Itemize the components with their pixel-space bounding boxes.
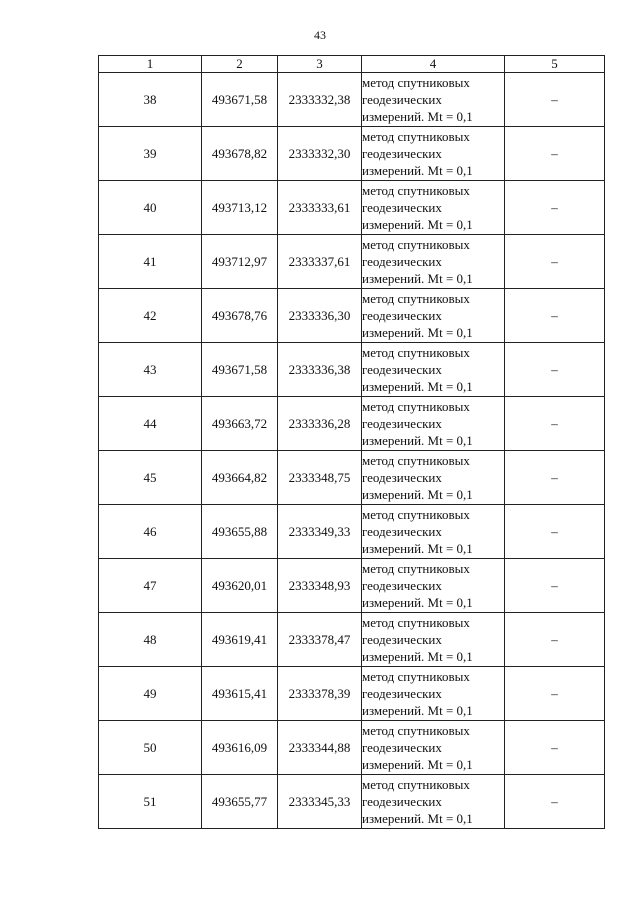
method-text-line: геодезических	[362, 254, 442, 269]
table-row	[99, 451, 605, 505]
notes-cell: –	[505, 775, 605, 829]
table-row	[99, 775, 605, 829]
column-header-notes: 5	[505, 56, 605, 73]
notes-cell: –	[505, 235, 605, 289]
method-text-line: метод спутниковых	[362, 507, 470, 522]
method-cell	[362, 235, 505, 289]
method-text-line: метод спутниковых	[362, 777, 470, 792]
method-text-line: геодезических	[362, 146, 442, 161]
y-coordinate-cell: 2333348,75	[278, 451, 362, 505]
method-text-line: метод спутниковых	[362, 669, 470, 684]
method-cell	[362, 613, 505, 667]
method-text-line: измерений. Mt = 0,1	[362, 811, 473, 826]
x-coordinate-cell: 493655,77	[202, 775, 278, 829]
notes-cell: –	[505, 721, 605, 775]
method-text-line: измерений. Mt = 0,1	[362, 649, 473, 664]
method-text-line: метод спутниковых	[362, 723, 470, 738]
method-cell	[362, 289, 505, 343]
method-text-line: измерений. Mt = 0,1	[362, 379, 473, 394]
y-coordinate-cell: 2333345,33	[278, 775, 362, 829]
table-row	[99, 73, 605, 127]
point-number-cell: 51	[99, 775, 202, 829]
point-number-cell: 43	[99, 343, 202, 397]
x-coordinate-cell: 493671,58	[202, 343, 278, 397]
notes-cell: –	[505, 181, 605, 235]
method-text-line: геодезических	[362, 524, 442, 539]
method-text-line: измерений. Mt = 0,1	[362, 703, 473, 718]
method-text-line: измерений. Mt = 0,1	[362, 757, 473, 772]
method-text-line: метод спутниковых	[362, 345, 470, 360]
method-text-line: геодезических	[362, 740, 442, 755]
x-coordinate-cell: 493620,01	[202, 559, 278, 613]
table-row	[99, 505, 605, 559]
y-coordinate-cell: 2333337,61	[278, 235, 362, 289]
point-number-cell: 49	[99, 667, 202, 721]
y-coordinate-cell: 2333378,47	[278, 613, 362, 667]
method-cell	[362, 73, 505, 127]
method-text-line: геодезических	[362, 92, 442, 107]
table-row	[99, 127, 605, 181]
point-number-cell: 41	[99, 235, 202, 289]
method-cell	[362, 505, 505, 559]
method-text-line: метод спутниковых	[362, 615, 470, 630]
notes-cell: –	[505, 667, 605, 721]
method-cell	[362, 181, 505, 235]
coordinates-table	[98, 55, 605, 829]
x-coordinate-cell: 493664,82	[202, 451, 278, 505]
method-text-line: измерений. Mt = 0,1	[362, 541, 473, 556]
table-row	[99, 397, 605, 451]
table-row	[99, 343, 605, 397]
method-text-line: измерений. Mt = 0,1	[362, 163, 473, 178]
method-cell	[362, 451, 505, 505]
method-text-line: измерений. Mt = 0,1	[362, 433, 473, 448]
method-text-line: измерений. Mt = 0,1	[362, 271, 473, 286]
column-header-y: 3	[278, 56, 362, 73]
notes-cell: –	[505, 559, 605, 613]
method-text-line: геодезических	[362, 686, 442, 701]
point-number-cell: 44	[99, 397, 202, 451]
method-cell	[362, 667, 505, 721]
notes-cell: –	[505, 505, 605, 559]
method-text-line: измерений. Mt = 0,1	[362, 595, 473, 610]
table-row	[99, 289, 605, 343]
point-number-cell: 45	[99, 451, 202, 505]
method-cell	[362, 127, 505, 181]
y-coordinate-cell: 2333344,88	[278, 721, 362, 775]
method-cell	[362, 775, 505, 829]
method-text-line: метод спутниковых	[362, 453, 470, 468]
method-text-line: метод спутниковых	[362, 237, 470, 252]
notes-cell: –	[505, 397, 605, 451]
x-coordinate-cell: 493619,41	[202, 613, 278, 667]
notes-cell: –	[505, 343, 605, 397]
y-coordinate-cell: 2333348,93	[278, 559, 362, 613]
method-text-line: геодезических	[362, 200, 442, 215]
notes-cell: –	[505, 613, 605, 667]
method-text-line: геодезических	[362, 578, 442, 593]
table-row	[99, 181, 605, 235]
point-number-cell: 50	[99, 721, 202, 775]
table-row	[99, 667, 605, 721]
table-row	[99, 235, 605, 289]
notes-cell: –	[505, 451, 605, 505]
method-text-line: измерений. Mt = 0,1	[362, 109, 473, 124]
method-text-line: метод спутниковых	[362, 399, 470, 414]
x-coordinate-cell: 493616,09	[202, 721, 278, 775]
notes-cell: –	[505, 127, 605, 181]
method-text-line: геодезических	[362, 794, 442, 809]
point-number-cell: 47	[99, 559, 202, 613]
table-row	[99, 613, 605, 667]
point-number-cell: 38	[99, 73, 202, 127]
method-cell	[362, 397, 505, 451]
x-coordinate-cell: 493615,41	[202, 667, 278, 721]
x-coordinate-cell: 493678,76	[202, 289, 278, 343]
column-header-point-number: 1	[99, 56, 202, 73]
point-number-cell: 46	[99, 505, 202, 559]
y-coordinate-cell: 2333332,38	[278, 73, 362, 127]
method-text-line: метод спутниковых	[362, 183, 470, 198]
y-coordinate-cell: 2333336,28	[278, 397, 362, 451]
table-row	[99, 559, 605, 613]
point-number-cell: 48	[99, 613, 202, 667]
page-number: 43	[314, 28, 326, 42]
table-row	[99, 721, 605, 775]
method-text-line: геодезических	[362, 362, 442, 377]
y-coordinate-cell: 2333349,33	[278, 505, 362, 559]
method-text-line: метод спутниковых	[362, 129, 470, 144]
y-coordinate-cell: 2333336,30	[278, 289, 362, 343]
method-cell	[362, 721, 505, 775]
point-number-cell: 40	[99, 181, 202, 235]
column-header-x: 2	[202, 56, 278, 73]
x-coordinate-cell: 493663,72	[202, 397, 278, 451]
y-coordinate-cell: 2333378,39	[278, 667, 362, 721]
method-text-line: измерений. Mt = 0,1	[362, 487, 473, 502]
y-coordinate-cell: 2333332,30	[278, 127, 362, 181]
method-text-line: геодезических	[362, 308, 442, 323]
point-number-cell: 42	[99, 289, 202, 343]
method-text-line: геодезических	[362, 416, 442, 431]
notes-cell: –	[505, 289, 605, 343]
y-coordinate-cell: 2333333,61	[278, 181, 362, 235]
method-text-line: измерений. Mt = 0,1	[362, 217, 473, 232]
x-coordinate-cell: 493655,88	[202, 505, 278, 559]
method-cell	[362, 343, 505, 397]
column-header-method: 4	[362, 56, 505, 73]
method-text-line: геодезических	[362, 632, 442, 647]
method-text-line: метод спутниковых	[362, 561, 470, 576]
method-text-line: измерений. Mt = 0,1	[362, 325, 473, 340]
x-coordinate-cell: 493671,58	[202, 73, 278, 127]
table-header-row	[99, 56, 605, 73]
point-number-cell: 39	[99, 127, 202, 181]
x-coordinate-cell: 493712,97	[202, 235, 278, 289]
x-coordinate-cell: 493713,12	[202, 181, 278, 235]
method-text-line: метод спутниковых	[362, 291, 470, 306]
x-coordinate-cell: 493678,82	[202, 127, 278, 181]
table-body	[99, 73, 605, 829]
y-coordinate-cell: 2333336,38	[278, 343, 362, 397]
method-text-line: метод спутниковых	[362, 75, 470, 90]
method-text-line: геодезических	[362, 470, 442, 485]
notes-cell: –	[505, 73, 605, 127]
method-cell	[362, 559, 505, 613]
